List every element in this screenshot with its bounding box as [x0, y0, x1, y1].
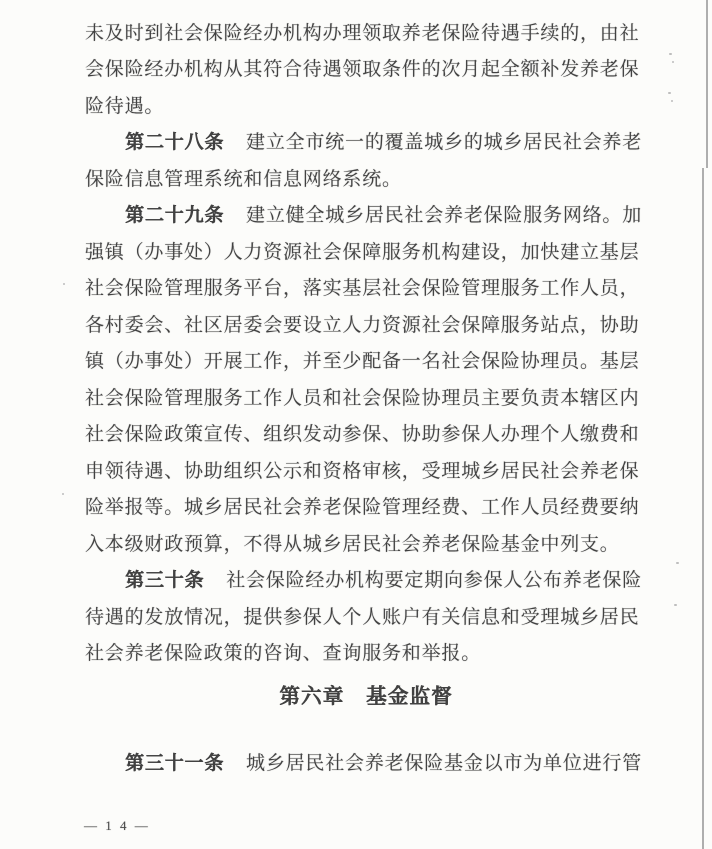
text-line [85, 417, 647, 453]
text-line [85, 89, 647, 125]
line-text: 险待遇。 [85, 95, 165, 117]
line-text: 社会养老保险政策的咨询、查询服务和举报。 [85, 642, 482, 664]
text-line [85, 454, 647, 490]
scan-speck [668, 92, 671, 94]
scan-speck [676, 562, 679, 564]
line-text: 险举报等。城乡居民社会养老保险管理经费、工作人员经费要纳 [85, 497, 640, 519]
text-line [85, 198, 647, 234]
text-line [85, 125, 647, 161]
line-text: 强镇（办事处）人力资源社会保障服务机构建设，加快建立基层 [85, 241, 640, 263]
text-line [85, 636, 647, 672]
line-text: 镇（办事处）开展工作，并至少配备一名社会保险协理员。基层 [85, 351, 640, 373]
line-text: 社会保险管理服务工作人员和社会保险协理员主要负责本辖区内 [85, 387, 640, 409]
line-text: 社会保险经办机构要定期向参保人公布养老保险 [226, 570, 643, 592]
page-number: — 1 4 — [84, 818, 151, 833]
text-line [85, 490, 647, 526]
line-text: 会保险经办机构从其符合待遇领取条件的次月起全额补发养老保 [85, 59, 640, 81]
line-text: 入本级财政预算，不得从城乡居民社会养老保险基金中列支。 [85, 533, 620, 555]
scan-speck [674, 604, 677, 606]
article-number: 第三十条 [125, 570, 205, 592]
text-line [85, 381, 647, 417]
scan-speck [62, 493, 64, 495]
line-text: 申领待遇、协助组织公示和资格审核，受理城乡居民社会养老保 [85, 460, 640, 482]
scan-edge-shadow-top [706, 0, 708, 168]
scan-speck [672, 61, 674, 63]
article-number: 第三十一条 [125, 752, 225, 774]
document-body [85, 16, 647, 782]
text-line [85, 600, 647, 636]
line-text: 保险信息管理系统和信息网络系统。 [85, 168, 402, 190]
line-text: 社会保险管理服务平台，落实基层社会保险管理服务工作人员， [85, 278, 640, 300]
text-line [85, 746, 647, 782]
line-text: 待遇的发放情况，提供参保人个人账户有关信息和受理城乡居民 [85, 606, 640, 628]
line-text: 城乡居民社会养老保险基金以市为单位进行管 [246, 752, 643, 774]
line-text: 建立健全城乡居民社会养老保险服务网络。加 [246, 205, 643, 227]
text-line [85, 527, 647, 563]
text-line [85, 16, 647, 52]
line-text: 未及时到社会保险经办机构办理领取养老保险待遇手续的，由社 [85, 23, 640, 44]
line-text: 各村委会、社区居委会要设立人力资源社会保障服务站点，协助 [85, 314, 640, 336]
text-line [85, 235, 647, 271]
article-number: 第二十八条 [125, 132, 225, 154]
text-line [85, 344, 647, 380]
line-text: 社会保险政策宣传、组织发动参保、协助参保人办理个人缴费和 [85, 424, 640, 446]
scan-edge-shadow-bottom [702, 168, 704, 849]
text-line [85, 308, 647, 344]
text-line [85, 162, 647, 198]
scan-speck [671, 100, 673, 102]
text-line [85, 271, 647, 307]
scan-speck [63, 283, 65, 285]
text-line [85, 563, 647, 599]
line-text: 建立全市统一的覆盖城乡的城乡居民社会养老 [246, 132, 643, 154]
text-line [85, 52, 647, 88]
chapter-heading: 第六章 基金监督 [279, 686, 453, 709]
article-number: 第二十九条 [125, 205, 225, 227]
scan-speck [669, 53, 672, 55]
